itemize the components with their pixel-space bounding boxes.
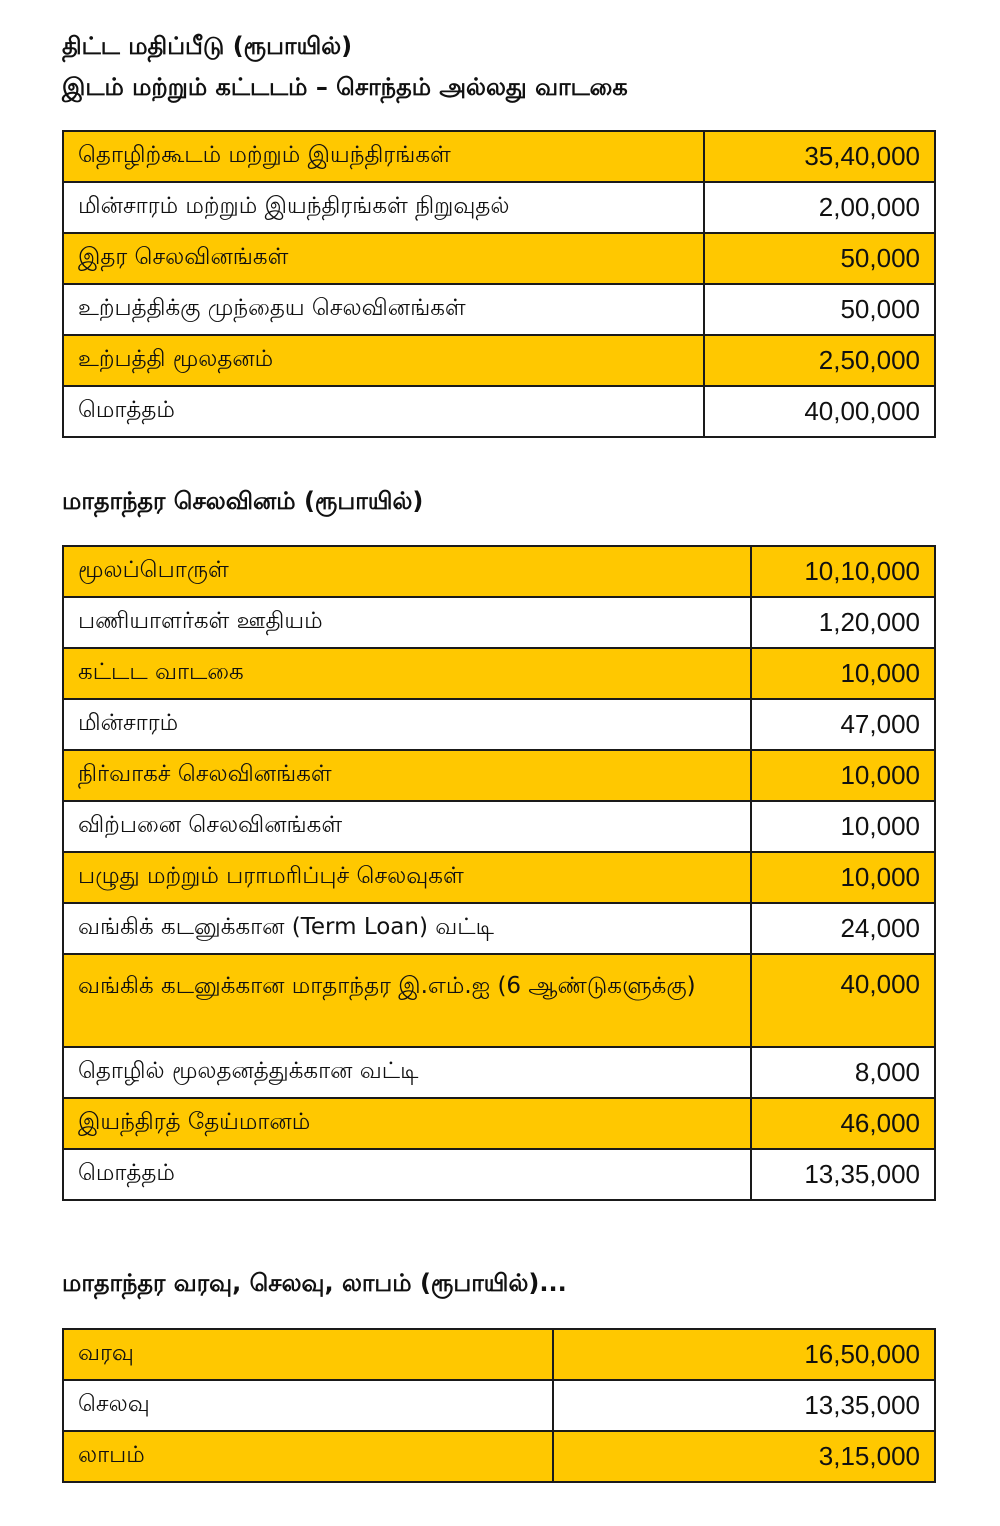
row-amount: 50,000 — [704, 233, 935, 284]
row-label: இதர செலவினங்கள் — [63, 233, 704, 284]
row-label: இயந்திரத் தேய்மானம் — [63, 1098, 751, 1149]
row-amount: 40,000 — [751, 954, 935, 1047]
table-row — [63, 597, 935, 648]
total-row — [63, 1149, 935, 1200]
row-amount: 24,000 — [751, 903, 935, 954]
row-amount: 46,000 — [751, 1098, 935, 1149]
monthly-expense-table — [62, 545, 936, 1201]
table-row — [63, 546, 935, 597]
row-amount: 3,15,000 — [553, 1431, 935, 1482]
table-row — [63, 131, 935, 182]
row-label: வரவு — [63, 1329, 553, 1380]
row-amount: 47,000 — [751, 699, 935, 750]
row-amount: 16,50,000 — [553, 1329, 935, 1380]
row-amount: 50,000 — [704, 284, 935, 335]
table-row — [63, 182, 935, 233]
monthly-expense-title: மாதாந்தர செலவினம் (ரூபாயில்) — [62, 487, 424, 515]
table-row — [63, 699, 935, 750]
monthly-summary-table — [62, 1328, 936, 1483]
row-amount: 1,20,000 — [751, 597, 935, 648]
table-row — [63, 750, 935, 801]
row-label: லாபம் — [63, 1431, 553, 1482]
project-estimate-subtitle: இடம் மற்றும் கட்டடம் – சொந்தம் அல்லது வாடகை — [62, 73, 628, 101]
row-label: உற்பத்தி மூலதனம் — [63, 335, 704, 386]
row-amount: 10,000 — [751, 852, 935, 903]
project-estimate-title: திட்ட மதிப்பீடு (ரூபாயில்) — [62, 32, 353, 60]
table-row — [63, 648, 935, 699]
row-label: வங்கிக் கடனுக்கான (Term Loan) வட்டி — [63, 903, 751, 954]
row-label: மூலப்பொருள் — [63, 546, 751, 597]
table-row — [63, 233, 935, 284]
row-amount: 2,00,000 — [704, 182, 935, 233]
table-row — [63, 954, 935, 1047]
row-label: வங்கிக் கடனுக்கான மாதாந்தர இ.எம்.ஐ (6 ஆண்டுகளுக்கு) — [63, 954, 751, 1047]
row-label: மின்சாரம் — [63, 699, 751, 750]
row-label: பழுது மற்றும் பராமரிப்புச் செலவுகள் — [63, 852, 751, 903]
row-amount: 10,000 — [751, 801, 935, 852]
row-label: நிர்வாகச் செலவினங்கள் — [63, 750, 751, 801]
row-amount: 10,000 — [751, 648, 935, 699]
table-row — [63, 1380, 935, 1431]
row-amount: 40,00,000 — [704, 386, 935, 437]
table-row — [63, 903, 935, 954]
row-label: தொழில் மூலதனத்துக்கான வட்டி — [63, 1047, 751, 1098]
row-amount: 13,35,000 — [553, 1380, 935, 1431]
total-row — [63, 386, 935, 437]
row-label: பணியாளர்கள் ஊதியம் — [63, 597, 751, 648]
row-amount: 35,40,000 — [704, 131, 935, 182]
table-row — [63, 852, 935, 903]
row-label: விற்பனை செலவினங்கள் — [63, 801, 751, 852]
row-label: மொத்தம் — [63, 1149, 751, 1200]
table-row — [63, 1047, 935, 1098]
row-label: மொத்தம் — [63, 386, 704, 437]
table-row — [63, 1098, 935, 1149]
row-label: மின்சாரம் மற்றும் இயந்திரங்கள் நிறுவுதல் — [63, 182, 704, 233]
row-amount: 2,50,000 — [704, 335, 935, 386]
row-amount: 10,000 — [751, 750, 935, 801]
row-amount: 13,35,000 — [751, 1149, 935, 1200]
table-row — [63, 1431, 935, 1482]
table-row — [63, 335, 935, 386]
table-row — [63, 284, 935, 335]
table-row — [63, 801, 935, 852]
row-label: செலவு — [63, 1380, 553, 1431]
table-row — [63, 1329, 935, 1380]
row-label: உற்பத்திக்கு முந்தைய செலவினங்கள் — [63, 284, 704, 335]
project-estimate-table — [62, 130, 936, 438]
row-amount: 10,10,000 — [751, 546, 935, 597]
monthly-summary-title: மாதாந்தர வரவு, செலவு, லாபம் (ரூபாயில்)... — [62, 1269, 567, 1297]
row-label: தொழிற்கூடம் மற்றும் இயந்திரங்கள் — [63, 131, 704, 182]
row-label: கட்டட வாடகை — [63, 648, 751, 699]
row-amount: 8,000 — [751, 1047, 935, 1098]
